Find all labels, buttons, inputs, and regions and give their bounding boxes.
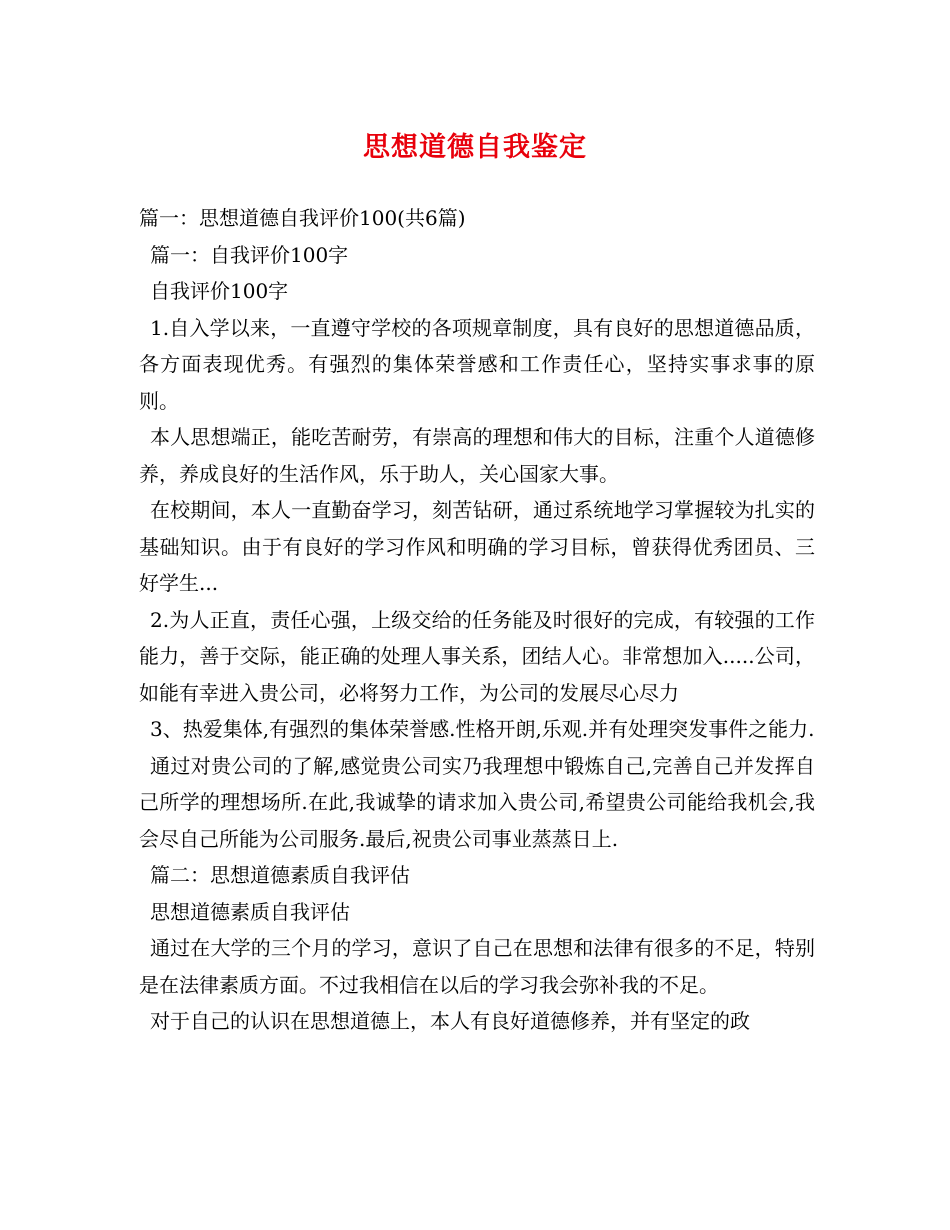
paragraph: 篇二：思想道德素质自我评估 bbox=[150, 863, 410, 887]
document-body bbox=[139, 200, 815, 1040]
paragraph: 3、热爱集体,有强烈的集体荣誉感.性格开朗,乐观.并有处理突发事件之能力. bbox=[150, 717, 815, 741]
paragraph: 本人思想端正，能吃苦耐劳，有崇高的理想和伟大的目标，注重个人道德修养，养成良好的生活作风，乐于助人，关心国家大事。 bbox=[139, 425, 815, 486]
paragraph: 通过在大学的三个月的学习，意识了自己在思想和法律有很多的不足，特别是在法律素质方面。不过我相信在以后的学习我会弥补我的不足。 bbox=[139, 936, 815, 997]
paragraph: 篇一：思想道德自我评价100(共6篇) bbox=[139, 206, 466, 230]
paragraph: 在校期间，本人一直勤奋学习，刻苦钻研，通过系统地学习掌握较为扎实的基础知识。由于有良好的学习作风和明确的学习目标，曾获得优秀团员、三好学生... bbox=[139, 498, 815, 595]
paragraph: 对于自己的认识在思想道德上，本人有良好道德修养，并有坚定的政 bbox=[150, 1009, 750, 1033]
document-title: 思想道德自我鉴定 bbox=[363, 132, 587, 163]
paragraph: 通过对贵公司的了解,感觉贵公司实乃我理想中锻炼自己,完善自己并发挥自己所学的理想场所.在此,我诚挚的请求加入贵公司,希望贵公司能给我机会,我会尽自己所能为公司服务.最后,祝贵公司事业蒸蒸日上. bbox=[139, 753, 815, 851]
paragraph: 篇一：自我评价100字 bbox=[150, 242, 349, 267]
paragraph: 2.为人正直，责任心强，上级交给的任务能及时很好的完成，有较强的工作能力，善于交际，能正确的处理人事关系，团结人心。非常想加入.....公司，如能有幸进入贵公司，必将努力工作，为公司的发展尽心尽力 bbox=[139, 607, 815, 705]
paragraph: 思想道德素质自我评估 bbox=[150, 899, 350, 924]
paragraph: 自我评价100字 bbox=[150, 279, 289, 303]
paragraph: 1.自入学以来，一直遵守学校的各项规章制度，具有良好的思想道德品质，各方面表现优秀。有强烈的集体荣誉感和工作责任心，坚持实事求事的原则。 bbox=[139, 315, 815, 413]
